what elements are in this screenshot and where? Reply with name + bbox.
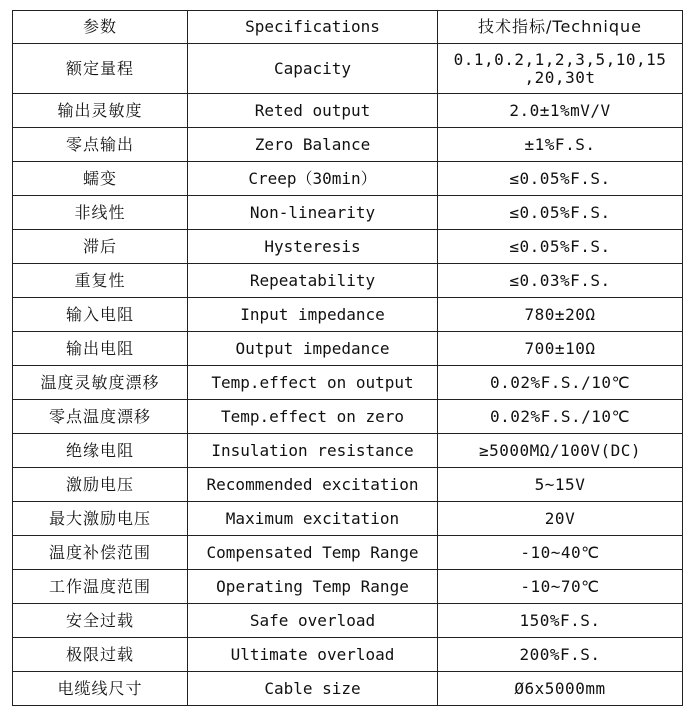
table-row — [13, 502, 683, 536]
param-cn: 工作温度范围 — [13, 570, 188, 604]
header-spec: Specifications — [188, 11, 438, 44]
param-value: ≤0.05%F.S. — [438, 196, 683, 230]
param-value: 150%F.S. — [438, 604, 683, 638]
param-value: ±1%F.S. — [438, 128, 683, 162]
param-cn: 重复性 — [13, 264, 188, 298]
param-en: Input impedance — [188, 298, 438, 332]
param-en: Temp.effect on zero — [188, 400, 438, 434]
param-cn: 零点输出 — [13, 128, 188, 162]
param-value: -10~40℃ — [438, 536, 683, 570]
param-cn: 输出灵敏度 — [13, 94, 188, 128]
param-value: ≤0.05%F.S. — [438, 162, 683, 196]
header-param: 参数 — [13, 11, 188, 44]
param-en: Hysteresis — [188, 230, 438, 264]
table-row — [13, 536, 683, 570]
table-row — [13, 434, 683, 468]
param-en: Maximum excitation — [188, 502, 438, 536]
table-row — [13, 230, 683, 264]
param-value: 0.02%F.S./10℃ — [438, 400, 683, 434]
table-row — [13, 196, 683, 230]
param-cn: 电缆线尺寸 — [13, 672, 188, 706]
param-en: Insulation resistance — [188, 434, 438, 468]
param-en: Safe overload — [188, 604, 438, 638]
param-cn: 非线性 — [13, 196, 188, 230]
param-en: Capacity — [188, 44, 438, 94]
param-value: 2.0±1%mV/V — [438, 94, 683, 128]
param-cn: 输入电阻 — [13, 298, 188, 332]
param-en: Creep（30min） — [188, 162, 438, 196]
param-value: -10~70℃ — [438, 570, 683, 604]
param-value: ≤0.05%F.S. — [438, 230, 683, 264]
param-en: Repeatability — [188, 264, 438, 298]
param-value: 20V — [438, 502, 683, 536]
param-cn: 安全过载 — [13, 604, 188, 638]
param-value: Ø6x5000mm — [438, 672, 683, 706]
table-row — [13, 638, 683, 672]
table-row — [13, 366, 683, 400]
table-row — [13, 44, 683, 94]
table-row — [13, 162, 683, 196]
table-row — [13, 264, 683, 298]
param-cn: 额定量程 — [13, 44, 188, 94]
table-header-row — [13, 11, 683, 44]
param-cn: 零点温度漂移 — [13, 400, 188, 434]
param-cn: 温度补偿范围 — [13, 536, 188, 570]
param-en: Compensated Temp Range — [188, 536, 438, 570]
table-row — [13, 400, 683, 434]
param-cn: 极限过载 — [13, 638, 188, 672]
param-value: 700±10Ω — [438, 332, 683, 366]
table-row — [13, 468, 683, 502]
param-en: Cable size — [188, 672, 438, 706]
param-en: Temp.effect on output — [188, 366, 438, 400]
param-cn: 绝缘电阻 — [13, 434, 188, 468]
param-value: ≥5000MΩ/100V(DC) — [438, 434, 683, 468]
param-en: Non-linearity — [188, 196, 438, 230]
specifications-table — [12, 10, 683, 706]
param-en: Operating Temp Range — [188, 570, 438, 604]
param-value: 0.1,0.2,1,2,3,5,10,15 ,20,30t — [438, 44, 683, 94]
param-en: Reted output — [188, 94, 438, 128]
table-row — [13, 94, 683, 128]
table-row — [13, 604, 683, 638]
param-cn: 输出电阻 — [13, 332, 188, 366]
param-cn: 激励电压 — [13, 468, 188, 502]
table-row — [13, 672, 683, 706]
param-en: Output impedance — [188, 332, 438, 366]
table-row — [13, 570, 683, 604]
param-en: Zero Balance — [188, 128, 438, 162]
table-row — [13, 298, 683, 332]
param-en: Ultimate overload — [188, 638, 438, 672]
param-value: ≤0.03%F.S. — [438, 264, 683, 298]
header-technique: 技术指标/Technique — [438, 11, 683, 44]
param-value: 200%F.S. — [438, 638, 683, 672]
param-cn: 滞后 — [13, 230, 188, 264]
param-cn: 最大激励电压 — [13, 502, 188, 536]
param-cn: 蠕变 — [13, 162, 188, 196]
table-row — [13, 128, 683, 162]
param-value: 0.02%F.S./10℃ — [438, 366, 683, 400]
param-value: 780±20Ω — [438, 298, 683, 332]
param-en: Recommended excitation — [188, 468, 438, 502]
param-cn: 温度灵敏度漂移 — [13, 366, 188, 400]
param-value: 5~15V — [438, 468, 683, 502]
table-row — [13, 332, 683, 366]
